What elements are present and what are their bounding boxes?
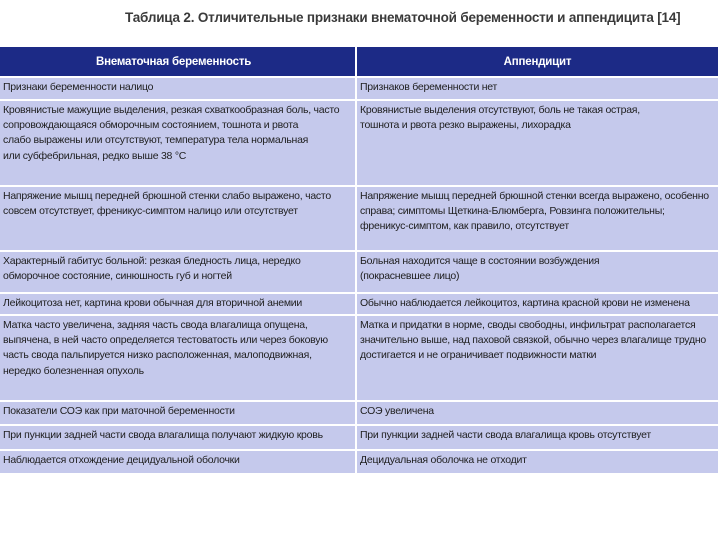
cell-appendicitis: Больная находится чаще в состоянии возбуждения (покрасневшее лицо) [356, 251, 718, 293]
table-row [0, 315, 718, 401]
table-caption: Таблица 2. Отличительные признаки внематочной беременности и аппендицита [14] [125, 10, 681, 25]
cell-appendicitis: Матка и придатки в норме, своды свободны, инфильтрат располагается значительно выше, над паховой связкой, обычно через влагалище трудно достигается и не ограничивает подвижности матки [356, 315, 718, 401]
table-row [0, 293, 718, 315]
cell-appendicitis: Кровянистые выделения отсутствуют, боль не такая острая, тошнота и рвота резко выражены, лихорадка [356, 100, 718, 186]
comparison-table [0, 47, 718, 473]
table-row [0, 77, 718, 100]
table-row [0, 450, 718, 473]
cell-appendicitis: Обычно наблюдается лейкоцитоз, картина красной крови не изменена [356, 293, 718, 315]
cell-ectopic: Матка часто увеличена, задняя часть свода влагалища опущена, выпячена, в ней часто определяется тестоватость или через боковую часть свода пальпируется низко расположенная, малоподвижная, нередко болезненная опухоль [0, 315, 356, 401]
table-row [0, 186, 718, 251]
cell-ectopic: Характерный габитус больной: резкая бледность лица, нередко обморочное состояние, синюшность губ и ногтей [0, 251, 356, 293]
cell-appendicitis: СОЭ увеличена [356, 401, 718, 425]
header-appendicitis: Аппендицит [356, 47, 718, 77]
cell-ectopic: Наблюдается отхождение децидуальной оболочки [0, 450, 356, 473]
table-row [0, 425, 718, 450]
cell-ectopic: Лейкоцитоза нет, картина крови обычная для вторичной анемии [0, 293, 356, 315]
header-ectopic-pregnancy: Внематочная беременность [0, 47, 356, 77]
cell-ectopic: Кровянистые мажущие выделения, резкая схваткообразная боль, часто сопровождающаяся обморочным состоянием, тошнота и рвота слабо выражены или отсутствуют, температура тела нормальная или субфебрильная, редко выше 38 °С [0, 100, 356, 186]
table-row [0, 100, 718, 186]
cell-appendicitis: При пункции задней части свода влагалища кровь отсутствует [356, 425, 718, 450]
table-row [0, 401, 718, 425]
cell-ectopic: Напряжение мышц передней брюшной стенки слабо выражено, часто совсем отсутствует, френикус-симптом налицо или отсутствует [0, 186, 356, 251]
cell-ectopic: При пункции задней части свода влагалища получают жидкую кровь [0, 425, 356, 450]
cell-ectopic: Признаки беременности налицо [0, 77, 356, 100]
cell-appendicitis: Напряжение мышц передней брюшной стенки всегда выражено, особенно справа; симптомы Щеткина-Блюмберга, Ровзинга положительны; френикус-симптом, как правило, отсутствует [356, 186, 718, 251]
cell-ectopic: Показатели СОЭ как при маточной беременности [0, 401, 356, 425]
cell-appendicitis: Децидуальная оболочка не отходит [356, 450, 718, 473]
cell-appendicitis: Признаков беременности нет [356, 77, 718, 100]
table-header-row [0, 47, 718, 77]
table-row [0, 251, 718, 293]
